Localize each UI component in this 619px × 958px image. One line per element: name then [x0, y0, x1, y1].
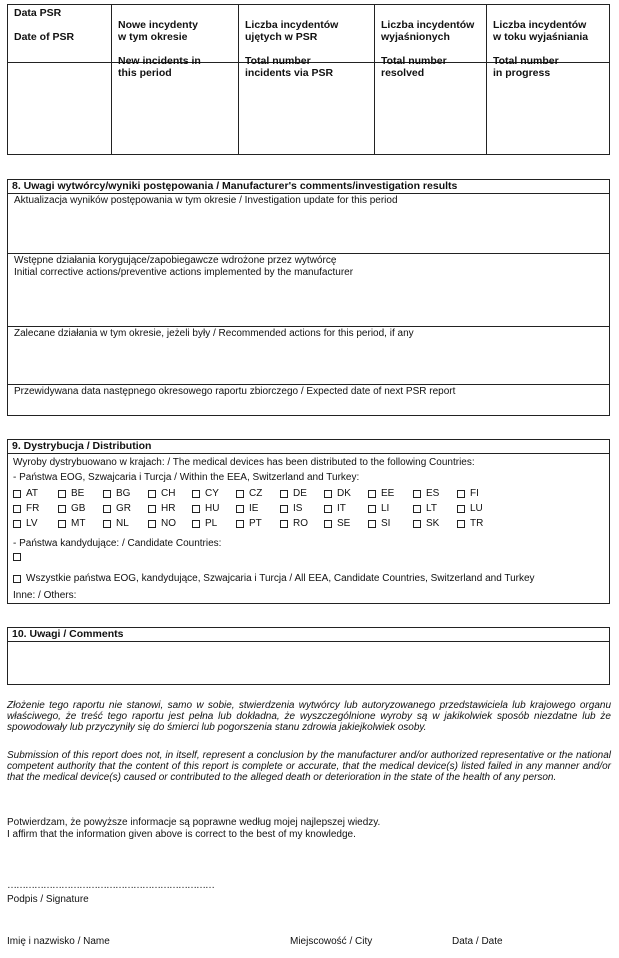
column-total-incidents — [239, 5, 375, 154]
country-checkbox[interactable] — [103, 490, 111, 498]
field-label: Przewidywana data następnego okresowego raportu zbiorczego / Expected date of next PSR report — [14, 386, 456, 397]
country-checkbox[interactable] — [13, 505, 21, 513]
recommended-actions-field[interactable] — [8, 327, 609, 385]
country-code: ES — [426, 488, 440, 499]
country-code: BG — [116, 488, 131, 499]
affirmation-polish: Potwierdzam, że powyższe informacje są poprawne według mojej najlepszej wiedzy. — [7, 817, 381, 828]
country-checkbox[interactable] — [236, 520, 244, 528]
country-option[interactable] — [413, 518, 439, 529]
column-new-incidents — [112, 5, 239, 154]
country-option[interactable] — [58, 503, 85, 514]
country-code: TR — [470, 518, 484, 529]
country-checkbox[interactable] — [368, 490, 376, 498]
country-option[interactable] — [148, 518, 176, 529]
next-psr-date-field[interactable] — [8, 385, 609, 415]
country-checkbox[interactable] — [236, 505, 244, 513]
column-header-pl: Liczba incydentów ujętych w PSR — [245, 19, 339, 43]
country-option[interactable] — [236, 503, 258, 514]
section-comments — [7, 627, 610, 685]
country-checkbox[interactable] — [148, 520, 156, 528]
country-option[interactable] — [13, 503, 39, 514]
column-in-progress — [487, 5, 609, 154]
all-countries-label: Wszystkie państwa EOG, kandydujące, Szwajcaria i Turcja / All EEA, Candidate Countries, Switzerland and Turkey — [26, 573, 535, 584]
field-label: Aktualizacja wyników postępowania w tym okresie / Investigation update for this period — [14, 195, 398, 206]
country-option[interactable] — [280, 488, 307, 499]
country-checkbox[interactable] — [413, 505, 421, 513]
country-option[interactable] — [13, 488, 38, 499]
country-code: DK — [337, 488, 351, 499]
country-checkbox[interactable] — [368, 505, 376, 513]
country-checkbox[interactable] — [413, 490, 421, 498]
country-code: SK — [426, 518, 440, 529]
country-option[interactable] — [368, 488, 394, 499]
country-code: SE — [337, 518, 351, 529]
country-checkbox[interactable] — [413, 520, 421, 528]
column-date-psr — [8, 5, 112, 154]
country-option[interactable] — [192, 503, 219, 514]
country-code: MT — [71, 518, 86, 529]
country-code: LU — [470, 503, 483, 514]
country-code: GR — [116, 503, 131, 514]
country-checkbox[interactable] — [148, 505, 156, 513]
country-code: LI — [381, 503, 390, 514]
country-checkbox[interactable] — [280, 505, 288, 513]
country-option[interactable] — [236, 518, 262, 529]
incident-summary-table — [7, 4, 610, 155]
country-checkbox[interactable] — [58, 520, 66, 528]
country-code: EE — [381, 488, 395, 499]
all-countries-option[interactable] — [13, 573, 535, 584]
investigation-update-field[interactable] — [8, 194, 609, 254]
country-code: PT — [249, 518, 262, 529]
country-checkbox[interactable] — [58, 505, 66, 513]
country-code: DE — [293, 488, 307, 499]
eea-label: - Państwa EOG, Szwajcaria i Turcja / Within the EEA, Switzerland and Turkey: — [13, 472, 360, 483]
column-header-pl: Data PSR — [14, 7, 62, 19]
country-checkbox[interactable] — [324, 520, 332, 528]
column-header-en: Total number in progress — [493, 55, 559, 79]
field-label: Wstępne działania korygujące/zapobiegawcze wdrożone przez wytwórcę Initial corrective actions/preventive actions implemented by the manufacturer — [14, 255, 354, 278]
country-option[interactable] — [103, 488, 130, 499]
distribution-intro: Wyroby dystrybuowano w krajach: / The medical devices has been distributed to the following Countries: — [13, 457, 475, 468]
country-option[interactable] — [324, 488, 351, 499]
country-option[interactable] — [324, 503, 346, 514]
country-checkbox[interactable] — [192, 490, 200, 498]
column-resolved — [375, 5, 487, 154]
section-manufacturer-comments — [7, 179, 610, 416]
country-code: FR — [26, 503, 40, 514]
country-option[interactable] — [58, 488, 84, 499]
country-code: FI — [470, 488, 479, 499]
city-label: Miejscowość / City — [290, 936, 373, 947]
country-code: IT — [337, 503, 346, 514]
country-code: NO — [161, 518, 176, 529]
column-header-en: Total number resolved — [381, 55, 447, 79]
country-code: AT — [26, 488, 39, 499]
column-header-en: New incidents in this period — [118, 55, 201, 79]
section-title: 10. Uwagi / Comments — [8, 628, 609, 642]
country-option[interactable] — [192, 488, 219, 499]
column-header-pl: Nowe incydenty w tym okresie — [118, 19, 198, 43]
column-header-pl: Liczba incydentów wyjaśnionych — [381, 19, 475, 43]
country-checkbox[interactable] — [368, 520, 376, 528]
country-code: HR — [161, 503, 176, 514]
country-option[interactable] — [324, 518, 350, 529]
country-option[interactable] — [58, 518, 85, 529]
country-checkbox[interactable] — [192, 505, 200, 513]
all-countries-checkbox[interactable] — [13, 575, 21, 583]
country-option[interactable] — [457, 503, 483, 514]
disclaimer-english: Submission of this report does not, in itself, represent a conclusion by the manufacturer and/or authorized representative or the national competent authority that the content of this report is complete or accurate, that the medical device(s) listed failed in any manner and/or that the medical device(s) caused or contributed to the alleged death or deterioration in the state of the health of any person. — [7, 750, 611, 783]
country-code: GB — [71, 503, 86, 514]
country-option[interactable] — [148, 503, 175, 514]
country-code: CH — [161, 488, 176, 499]
country-code: SI — [381, 518, 391, 529]
country-code: LT — [426, 503, 437, 514]
affirmation-english: I affirm that the information given above is correct to the best of my knowledge. — [7, 829, 356, 840]
country-checkbox[interactable] — [457, 520, 465, 528]
country-checkbox[interactable] — [457, 490, 465, 498]
candidate-country-checkbox[interactable] — [13, 553, 26, 561]
country-option[interactable] — [13, 518, 38, 529]
name-label: Imię i nazwisko / Name — [7, 936, 110, 947]
candidate-countries-label: - Państwa kandydujące: / Candidate Countries: — [13, 538, 222, 549]
country-checkbox[interactable] — [13, 490, 21, 498]
country-option[interactable] — [413, 503, 437, 514]
section-title: 9. Dystrybucja / Distribution — [8, 440, 609, 454]
country-checkbox[interactable] — [192, 520, 200, 528]
field-label: Zalecane działania w tym okresie, jeżeli były / Recommended actions for this period, if any — [14, 328, 414, 339]
country-option[interactable] — [192, 518, 217, 529]
country-code: BE — [71, 488, 85, 499]
country-checkbox[interactable] — [148, 490, 156, 498]
column-header-en: Date of PSR — [14, 31, 75, 43]
column-header-pl: Liczba incydentów w toku wyjaśniania — [493, 19, 589, 43]
date-label: Data / Date — [452, 936, 503, 947]
country-checkbox[interactable] — [324, 505, 332, 513]
country-code: RO — [293, 518, 308, 529]
disclaimer-polish: Złożenie tego raportu nie stanowi, samo w sobie, stwierdzenia wytwórcy lub autoryzowanego przedstawiciela lub krajowego organu właściwego, że treść tego raportu jest pełna lub dokładna, że wyszczególnione wyroby są w jakikolwiek sposób niezdatne lub że spowodowały lub przyczyniły się do śmierci lub pogorszenia stanu zdrowia jakiejkolwiek osoby. — [7, 700, 611, 733]
country-checkbox[interactable] — [457, 505, 465, 513]
signature-line[interactable]: …………………………………………………………… — [7, 880, 214, 891]
country-checkbox[interactable] — [280, 520, 288, 528]
country-checkbox[interactable] — [13, 520, 21, 528]
country-code: IE — [249, 503, 259, 514]
country-option[interactable] — [457, 518, 483, 529]
column-header-en: Total number incidents via PSR — [245, 55, 334, 79]
country-option[interactable] — [236, 488, 262, 499]
country-option[interactable] — [368, 518, 390, 529]
country-checkbox[interactable] — [103, 505, 111, 513]
corrective-actions-field[interactable] — [8, 254, 609, 327]
country-option[interactable] — [103, 518, 129, 529]
country-option[interactable] — [368, 503, 389, 514]
country-checkbox[interactable] — [280, 490, 288, 498]
country-code: HU — [205, 503, 220, 514]
section-title: 8. Uwagi wytwórcy/wyniki postępowania / Manufacturer's comments/investigation results — [8, 180, 609, 194]
country-code: IS — [293, 503, 303, 514]
country-checkbox[interactable] — [236, 490, 244, 498]
country-code: PL — [205, 518, 218, 529]
country-option[interactable] — [280, 518, 308, 529]
country-code: CY — [205, 488, 219, 499]
signature-label: Podpis / Signature — [7, 894, 89, 905]
others-label: Inne: / Others: — [13, 590, 77, 601]
country-option[interactable] — [148, 488, 175, 499]
country-code: LV — [26, 518, 38, 529]
country-checkbox[interactable] — [58, 490, 66, 498]
comments-field[interactable] — [8, 642, 609, 684]
country-option[interactable] — [103, 503, 131, 514]
country-code: CZ — [249, 488, 263, 499]
country-code: NL — [116, 518, 129, 529]
country-option[interactable] — [457, 488, 479, 499]
country-checkbox[interactable] — [103, 520, 111, 528]
section-distribution — [7, 439, 610, 604]
country-option[interactable] — [280, 503, 302, 514]
country-checkbox[interactable] — [324, 490, 332, 498]
country-option[interactable] — [413, 488, 439, 499]
